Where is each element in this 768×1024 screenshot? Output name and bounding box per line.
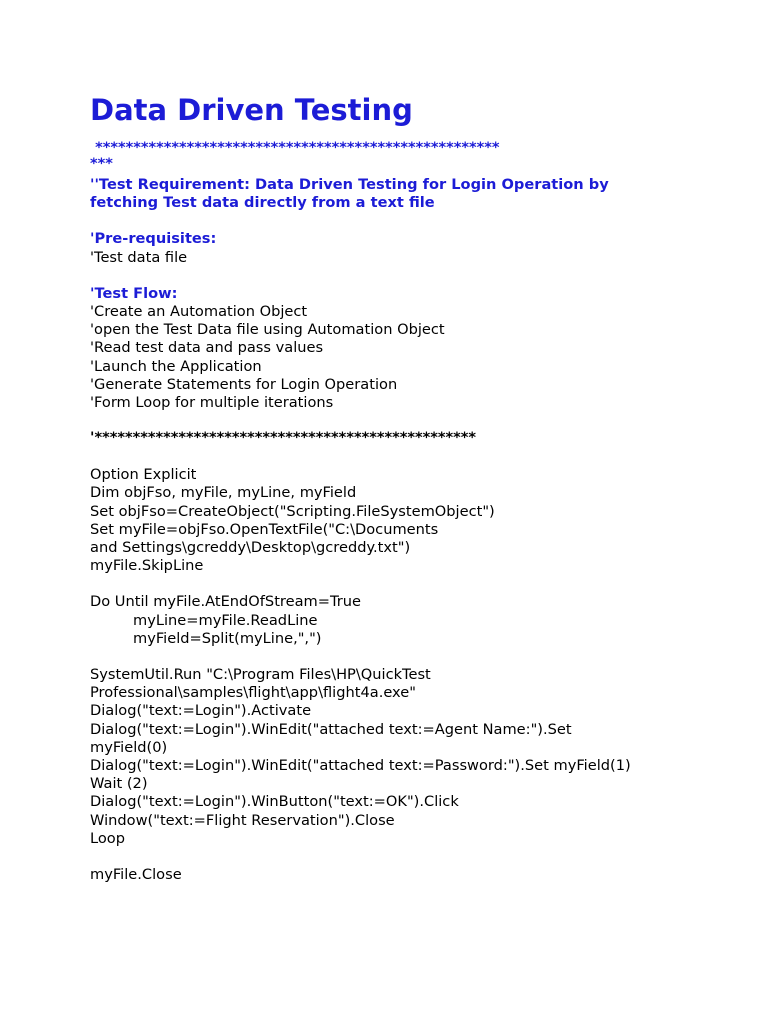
flow-item: 'Launch the Application [90, 357, 262, 375]
code-line: Dialog("text:=Login").WinEdit("attached text:=Agent Name:").Set [90, 720, 572, 738]
requirement-line-2: fetching Test data directly from a text file [90, 194, 435, 212]
loop-body-line: myField=Split(myLine,",") [133, 629, 322, 647]
document-page [90, 92, 730, 884]
code-line: Dialog("text:=Login").WinEdit("attached text:=Password:").Set myField(1) [90, 757, 631, 775]
spacer [90, 446, 730, 466]
flow-item: 'open the Test Data file using Automation Object [90, 321, 445, 339]
flow-item: 'Read test data and pass values [90, 339, 324, 357]
loop-body-line: myLine=myFile.ReadLine [133, 611, 318, 629]
requirement-line-1: ''Test Requirement: Data Driven Testing for Login Operation by [90, 176, 609, 193]
code-line: myField(0) [90, 738, 168, 756]
code-line: Window("text:=Flight Reservation").Close [90, 811, 395, 829]
banner-top-continued: *** [90, 155, 113, 172]
flow-item: 'Form Loop for multiple iterations [90, 394, 334, 412]
flow-item: 'Create an Automation Object [90, 303, 308, 321]
banner-top: ***************************************************** [90, 139, 500, 156]
prereq-item: 'Test data file [90, 248, 188, 266]
code-line: Wait (2) [90, 775, 148, 793]
code-line: Professional\samples\flight\app\flight4a.exe" [90, 684, 416, 702]
code-line: Set myFile=objFso.OpenTextFile("C:\Documents [90, 520, 439, 538]
banner-bottom: '************************************************** [90, 429, 477, 447]
code-line: Dialog("text:=Login").WinButton("text:=OK").Click [90, 793, 459, 811]
code-line: myFile.SkipLine [90, 557, 204, 575]
flow-item: 'Generate Statements for Login Operation [90, 375, 398, 393]
code-line: Option Explicit [90, 466, 197, 484]
code-line: Set objFso=CreateObject("Scripting.FileSystemObject") [90, 502, 495, 520]
code-line: Dim objFso, myFile, myLine, myField [90, 484, 357, 502]
spacer [90, 212, 730, 230]
spacer [90, 267, 730, 285]
loop-start-line: Do Until myFile.AtEndOfStream=True [90, 593, 361, 611]
prereq-heading: 'Pre-requisites: [90, 230, 217, 248]
code-line: Loop [90, 829, 125, 847]
spacer [90, 848, 730, 866]
flow-heading: 'Test Flow: [90, 284, 178, 302]
spacer [90, 648, 730, 666]
code-line: Dialog("text:=Login").Activate [90, 702, 312, 720]
spacer [90, 575, 730, 593]
page-title: Data Driven Testing [90, 93, 413, 127]
spacer [90, 412, 730, 430]
code-line: SystemUtil.Run "C:\Program Files\HP\QuickTest [90, 666, 431, 684]
closing-line: myFile.Close [90, 866, 182, 884]
code-line: and Settings\gcreddy\Desktop\gcreddy.txt") [90, 539, 411, 557]
